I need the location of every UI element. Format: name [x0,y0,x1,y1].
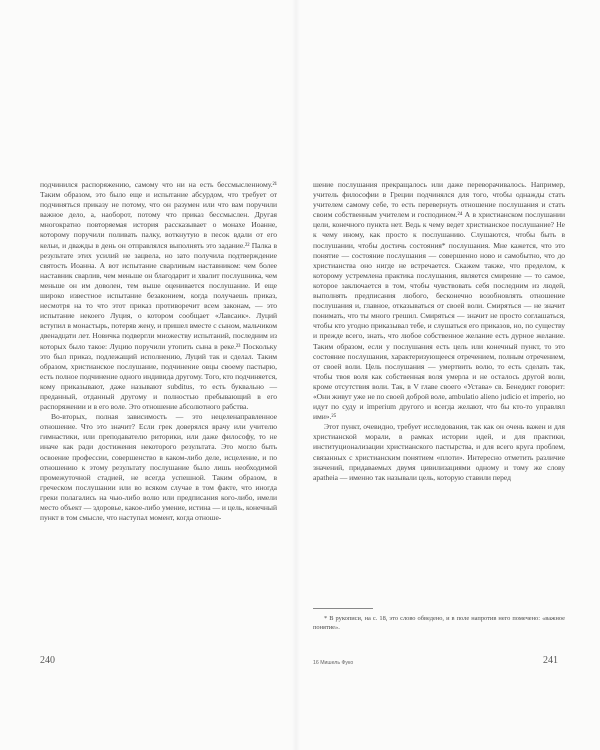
left-paragraph-2: Во-вторых, полная зависимость — это нецеленаправленное отношение. Что это значит? Если грек доверялся врачу или учителю гимнастики, или преподавателю риторики, или даже философу, то не иначе как ради достижения некоторого результата. Это могло быть освоение профессии, совершенство в каком-либо деле, исцеление, и по отношению к этому результату послушание было лишь необходимой промежуточной стадией, не всегда успешной. Таким образом, в греческом послушании или во всяком случае в том факте, что иногда греки полагались на чью-либо волю или предписания кого-либо, имели место объект — здоровье, какое-либо умение, истина — и цель, конечный пункт в том смысле, что наступал момент, когда отноше- [40,412,277,523]
printer-signature: 16 Мишель Фуко [313,660,354,666]
footnote: * В рукописи, на с. 18, это слово обведено, и в поле напротив него помечено: «важное понятие». [313,615,565,631]
book-gutter [292,0,300,750]
left-page-number: 240 [40,655,55,666]
left-page-body [40,180,277,523]
right-page-number: 241 [543,655,558,666]
right-paragraph-1: шение послушания прекращалось или даже переворачивалось. Например, учитель философии в Греции подчинялся для того, чтобы однажды стать учителем самому себе, то есть перевернуть отношение послушания и стать своим собственным учителем и господином.²⁴ А в христианском послушании цели, конечного пункта нет. Ведь к чему ведет христианское послушание? Не к чему иному, как просто к послушанию. Слушаются, чтобы быть в послушании, чтобы достичь состояния* послушания. Мне кажется, что это понятие — состояние послушания — совершенно ново и самобытно, что до христианства оно нигде не встречается. Скажем также, что пределом, к которому устремлена практика послушания, является смирение — то самое, которое заключается в том, чтобы чувствовать себя последним из людей, выполнять предписания любого, бесконечно возобновлять отношение послушания и, главное, отказываться от своей воли. Смиряться — не значит понимать, что ты много грешил. Смиряться — значит не просто соглашаться, чтобы кто угодно приказывал тебе, и слушаться его приказов, но, по существу и прежде всего, знать, что любое собственное желание есть дурное желание. Таким образом, если у послушания есть цель или конечный пункт, то это состояние послушания, характеризующееся отречением, полным отречением, от своей воли. Цель послушания — умертвить волю, то есть сделать так, чтобы твоя воля как собственная воля умерла и не осталось другой воли, кроме отсутствия воли. Так, в V главе своего «Устава» св. Бенедикт говорит: «Они живут уже не по своей доброй воле, ambulatio alieno judicio et imperio, но идут по суду и imperium другого и всегда желают, что бы кто-то управлял ими».²⁵ [313,180,565,422]
left-paragraph-1: подчинился распоряжению, самому что ни на есть бессмысленному.²¹ Таким образом, это было еще и испытание абсурдом, что требует от подчиняться приказу не потому, что он разумен или что вам поручили важное дело, а, наоборот, потому что приказ бессмыслен. Другая многократно повторяемая история рассказывает о монахе Иоанне, которому поручили поливать палку, воткнутую в песок вдали от его кельи, и дважды в день он отправлялся выполнять это задание.²² Палка в результате этих усилий не зацвела, но зато получила подтверждение святость Иоанна. А вот испытание сварливым наставником: чем более наставник сварлив, чем меньше он благодарит и хвалит послушника, чем меньше он им доволен, тем выше оценивается послушание. И еще широко известное испытание безаконием, когда получаешь приказ, несмотря на то что этот приказ противоречит всем законам, — это испытание некоего Луция, о котором сообщает «Лавсаик». Луций вступил в монастырь, потеряв жену, и пришел вместе с сыном, мальчиком двенадцати лет. Новичка подвергли множеству испытаний, последним из которых было такое: Луцию поручили утопить сына в реке.²³ Поскольку это был приказ, подлежащий исполнению, Луций так и сделал. Таким образом, христианское послушание, подчинение овцы своему пастырю, есть полное подчинение одного индивида другому. Того, кто подчиняется, кому приказывают, даже называют subditus, то есть буквально — преданный, отданный другому и полностью пребывающий в его распоряжении и в его воле. Это отношение абсолютного рабства. [40,180,277,412]
right-page-body [313,180,565,483]
footnote-rule [313,608,373,609]
right-paragraph-2: Этот пункт, очевидно, требует исследования, так как он очень важен и для христианской морали, в рамках истории идей, и для практики, институционализации христианского пастырства, и для всего круга проблем, связанных с христианским понятием «плоти». Интересно отметить различие значений, придаваемых двумя цивилизациями одному и тому же слову apatheia — именно так называли цель, которую ставили перед [313,422,565,482]
